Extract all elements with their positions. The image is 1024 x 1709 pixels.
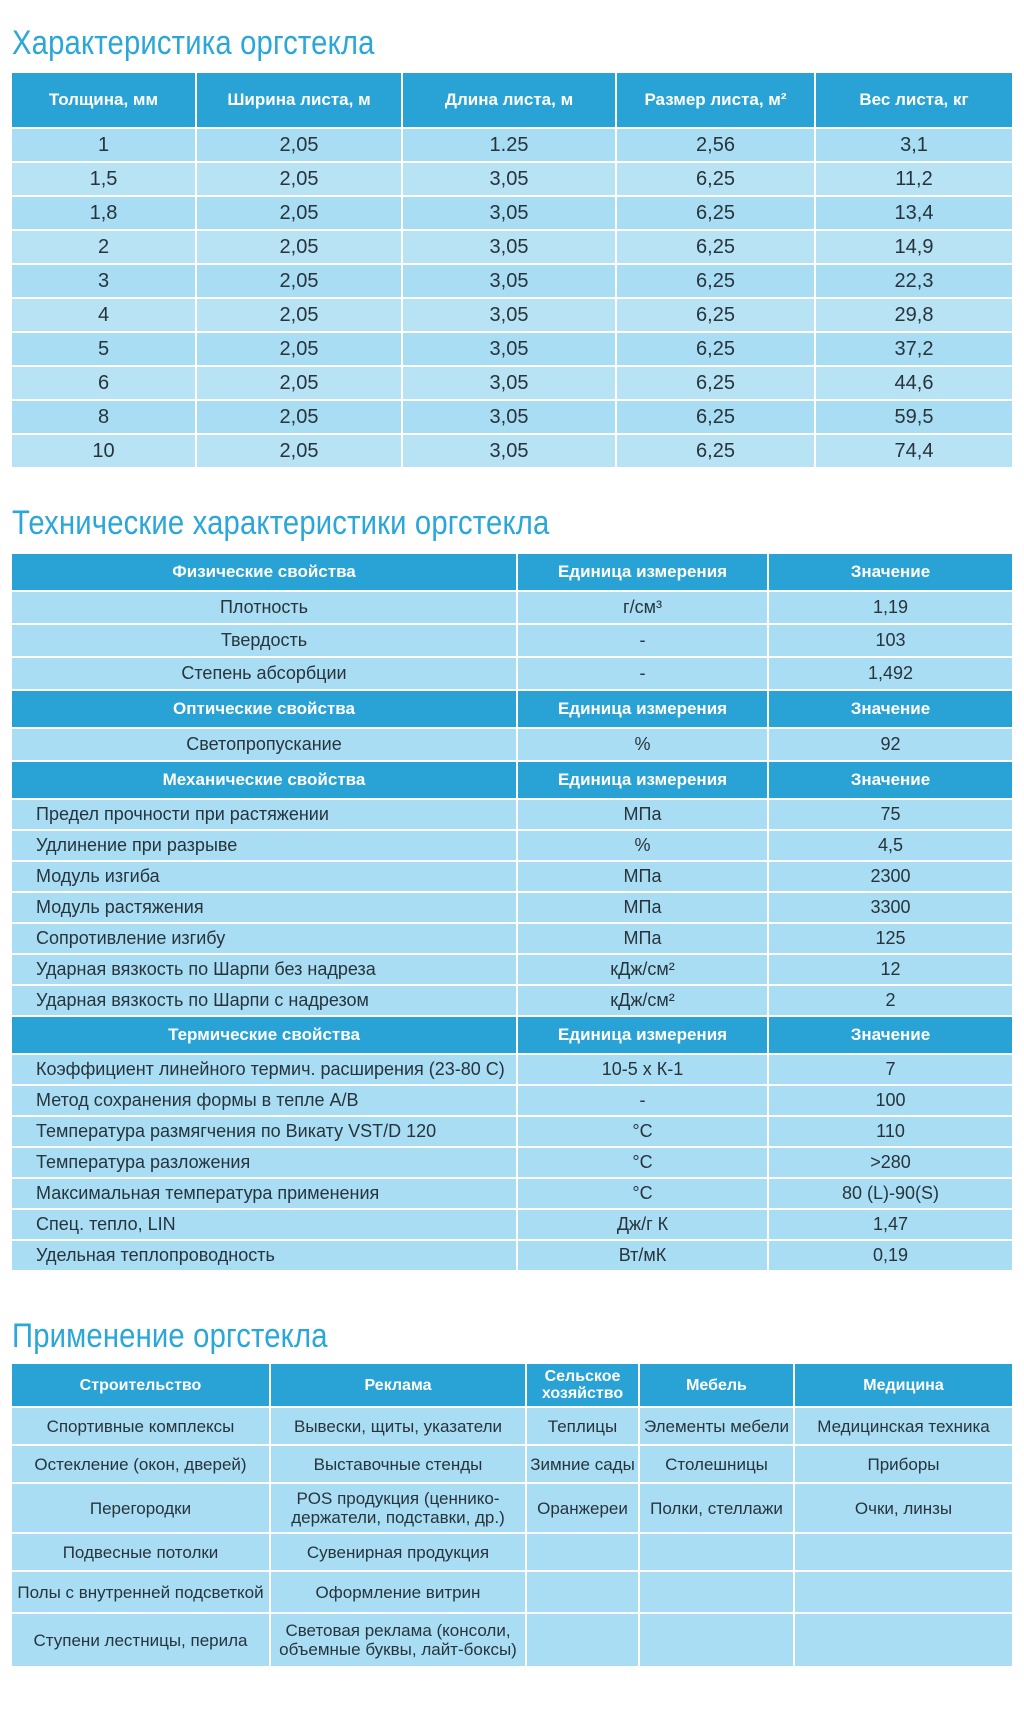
table-cell: 13,4	[815, 196, 1013, 230]
unit-cell: МПа	[517, 861, 768, 892]
table-cell: Световая реклама (консоли, объемные буквы, лайт-боксы)	[270, 1613, 526, 1667]
table-row	[11, 799, 1013, 830]
table-cell: 2,05	[196, 162, 402, 196]
property-name: Ударная вязкость по Шарпи с надрезом	[11, 985, 517, 1016]
table-row	[11, 830, 1013, 861]
column-header: Мебель	[639, 1363, 794, 1407]
value-cell: 2300	[768, 861, 1013, 892]
table-cell: Выставочные стенды	[270, 1445, 526, 1483]
table-cell: 1,8	[11, 196, 196, 230]
section2-title: Технические характеристики оргстекла	[12, 504, 550, 542]
table-row	[11, 128, 1013, 162]
table-cell: 1.25	[402, 128, 616, 162]
table-cell: 22,3	[815, 264, 1013, 298]
table-cell: 2,05	[196, 332, 402, 366]
table-header-row	[11, 1363, 1013, 1407]
property-name: Предел прочности при растяжении	[11, 799, 517, 830]
property-name: Удлинение при разрыве	[11, 830, 517, 861]
column-header: Длина листа, м	[402, 72, 616, 128]
column-header: Размер листа, м²	[616, 72, 815, 128]
unit-cell: Дж/г К	[517, 1209, 768, 1240]
empty-cell	[526, 1613, 639, 1667]
table-cell: Оформление витрин	[270, 1571, 526, 1613]
value-cell: 80 (L)-90(S)	[768, 1178, 1013, 1209]
table-cell: 6,25	[616, 196, 815, 230]
property-name: Сопротивление изгибу	[11, 923, 517, 954]
table-cell: POS продукция (ценнико-держатели, подставки, др.)	[270, 1483, 526, 1533]
table-cell: Элементы мебели	[639, 1407, 794, 1445]
unit-cell: %	[517, 728, 768, 761]
table-cell: Очки, линзы	[794, 1483, 1013, 1533]
value-cell: 75	[768, 799, 1013, 830]
column-header: Медицина	[794, 1363, 1013, 1407]
table-cell: 3,05	[402, 298, 616, 332]
unit-cell: °С	[517, 1116, 768, 1147]
table-row	[11, 162, 1013, 196]
table-cell: 6,25	[616, 400, 815, 434]
table-cell: Перегородки	[11, 1483, 270, 1533]
unit-cell: -	[517, 1085, 768, 1116]
table-row	[11, 657, 1013, 690]
property-name: Температура размягчения по Викату VST/D 120	[11, 1116, 517, 1147]
property-name: Коэффициент линейного термич. расширения (23-80 С)	[11, 1054, 517, 1085]
property-name: Степень абсорбции	[11, 657, 517, 690]
property-name: Твердость	[11, 624, 517, 657]
property-name: Метод сохранения формы в тепле А/В	[11, 1085, 517, 1116]
table-row	[11, 1407, 1013, 1445]
table-cell: Ступени лестницы, перила	[11, 1613, 270, 1667]
table-cell: 2	[11, 230, 196, 264]
table-row	[11, 1085, 1013, 1116]
empty-cell	[794, 1571, 1013, 1613]
table-cell: 6,25	[616, 230, 815, 264]
empty-cell	[639, 1533, 794, 1571]
table-cell: 74,4	[815, 434, 1013, 468]
table-cell: 2,05	[196, 434, 402, 468]
table-cell: 2,05	[196, 196, 402, 230]
table-cell: 2,05	[196, 264, 402, 298]
property-name: Ударная вязкость по Шарпи без надреза	[11, 954, 517, 985]
column-header: Вес листа, кг	[815, 72, 1013, 128]
table-cell: Вывески, щиты, указатели	[270, 1407, 526, 1445]
table-cell: 3	[11, 264, 196, 298]
table-row	[11, 1533, 1013, 1571]
value-cell: 92	[768, 728, 1013, 761]
table-cell: 2,05	[196, 366, 402, 400]
value-cell: 110	[768, 1116, 1013, 1147]
value-cell: 1,492	[768, 657, 1013, 690]
table-cell: Полы с внутренней подсветкой	[11, 1571, 270, 1613]
unit-cell: °С	[517, 1178, 768, 1209]
property-name: Светопропускание	[11, 728, 517, 761]
value-cell: 4,5	[768, 830, 1013, 861]
table-cell: 6,25	[616, 298, 815, 332]
table-cell: 2,05	[196, 298, 402, 332]
table-cell: Оранжереи	[526, 1483, 639, 1533]
table-row	[11, 400, 1013, 434]
table-cell: 1	[11, 128, 196, 162]
value-cell: 2	[768, 985, 1013, 1016]
table-row	[11, 923, 1013, 954]
table-cell: Подвесные потолки	[11, 1533, 270, 1571]
table-cell: 3,05	[402, 264, 616, 298]
table-cell: 3,05	[402, 196, 616, 230]
empty-cell	[794, 1533, 1013, 1571]
technical-specs-table	[10, 552, 1014, 1272]
applications-table	[10, 1362, 1014, 1668]
table-row	[11, 892, 1013, 923]
group-header-cell: Термические свойства	[11, 1016, 517, 1054]
value-cell: 0,19	[768, 1240, 1013, 1271]
table-row	[11, 624, 1013, 657]
table-cell: 3,1	[815, 128, 1013, 162]
table-row	[11, 1240, 1013, 1271]
unit-cell: МПа	[517, 799, 768, 830]
table-cell: 6,25	[616, 332, 815, 366]
column-header: Реклама	[270, 1363, 526, 1407]
table-cell: 14,9	[815, 230, 1013, 264]
sheet-specs-table	[10, 71, 1014, 469]
value-cell: 100	[768, 1085, 1013, 1116]
unit-cell: Вт/мК	[517, 1240, 768, 1271]
empty-cell	[526, 1571, 639, 1613]
table-row	[11, 366, 1013, 400]
group-header-cell: Единица измерения	[517, 690, 768, 728]
unit-cell: г/см³	[517, 591, 768, 624]
value-cell: 3300	[768, 892, 1013, 923]
group-header-row	[11, 553, 1013, 591]
column-header: Толщина, мм	[11, 72, 196, 128]
value-cell: >280	[768, 1147, 1013, 1178]
table-header-row	[11, 72, 1013, 128]
table-cell: 3,05	[402, 366, 616, 400]
table-cell: 2,05	[196, 128, 402, 162]
value-cell: 125	[768, 923, 1013, 954]
table-row	[11, 264, 1013, 298]
group-header-cell: Механические свойства	[11, 761, 517, 799]
empty-cell	[639, 1571, 794, 1613]
table-cell: 5	[11, 332, 196, 366]
table-row	[11, 434, 1013, 468]
section3-title: Применение оргстекла	[12, 1317, 328, 1355]
table-cell: 4	[11, 298, 196, 332]
group-header-row	[11, 690, 1013, 728]
table-cell: Медицинская техника	[794, 1407, 1013, 1445]
property-name: Удельная теплопроводность	[11, 1240, 517, 1271]
value-cell: 103	[768, 624, 1013, 657]
table-cell: 3,05	[402, 332, 616, 366]
value-cell: 12	[768, 954, 1013, 985]
unit-cell: %	[517, 830, 768, 861]
table-row	[11, 861, 1013, 892]
table-cell: 6,25	[616, 434, 815, 468]
group-header-cell: Значение	[768, 553, 1013, 591]
unit-cell: 10-5 х К-1	[517, 1054, 768, 1085]
table-cell: Столешницы	[639, 1445, 794, 1483]
table-cell: 10	[11, 434, 196, 468]
table-row	[11, 1613, 1013, 1667]
table-row	[11, 196, 1013, 230]
value-cell: 7	[768, 1054, 1013, 1085]
table-cell: 11,2	[815, 162, 1013, 196]
table-cell: 3,05	[402, 400, 616, 434]
table-cell: 6,25	[616, 264, 815, 298]
table-cell: 59,5	[815, 400, 1013, 434]
table-cell: Полки, стеллажи	[639, 1483, 794, 1533]
table-cell: 8	[11, 400, 196, 434]
table-cell: 3,05	[402, 434, 616, 468]
unit-cell: МПа	[517, 923, 768, 954]
column-header: Ширина листа, м	[196, 72, 402, 128]
property-name: Температура разложения	[11, 1147, 517, 1178]
column-header: Сельское хозяйство	[526, 1363, 639, 1407]
table-row	[11, 1054, 1013, 1085]
unit-cell: МПа	[517, 892, 768, 923]
table-cell: 37,2	[815, 332, 1013, 366]
section1-title: Характеристика оргстекла	[12, 24, 375, 62]
table-cell: Спортивные комплексы	[11, 1407, 270, 1445]
table-row	[11, 1445, 1013, 1483]
table-cell: Зимние сады	[526, 1445, 639, 1483]
group-header-cell: Оптические свойства	[11, 690, 517, 728]
column-header: Строительство	[11, 1363, 270, 1407]
table-cell: Приборы	[794, 1445, 1013, 1483]
group-header-cell: Единица измерения	[517, 761, 768, 799]
table-row	[11, 332, 1013, 366]
property-name: Модуль изгиба	[11, 861, 517, 892]
unit-cell: -	[517, 624, 768, 657]
value-cell: 1,19	[768, 591, 1013, 624]
property-name: Плотность	[11, 591, 517, 624]
table-cell: 2,05	[196, 400, 402, 434]
table-row	[11, 728, 1013, 761]
table-row	[11, 1178, 1013, 1209]
group-header-cell: Значение	[768, 761, 1013, 799]
group-header-row	[11, 761, 1013, 799]
unit-cell: кДж/см²	[517, 954, 768, 985]
empty-cell	[639, 1613, 794, 1667]
table-row	[11, 591, 1013, 624]
table-row	[11, 230, 1013, 264]
empty-cell	[526, 1533, 639, 1571]
table-cell: Остекление (окон, дверей)	[11, 1445, 270, 1483]
table-cell: 6,25	[616, 366, 815, 400]
table-cell: 2,56	[616, 128, 815, 162]
table-cell: 6	[11, 366, 196, 400]
table-cell: 1,5	[11, 162, 196, 196]
group-header-cell: Физические свойства	[11, 553, 517, 591]
group-header-cell: Значение	[768, 1016, 1013, 1054]
table-cell: Теплицы	[526, 1407, 639, 1445]
table-cell: 3,05	[402, 162, 616, 196]
unit-cell: °С	[517, 1147, 768, 1178]
value-cell: 1,47	[768, 1209, 1013, 1240]
group-header-row	[11, 1016, 1013, 1054]
unit-cell: кДж/см²	[517, 985, 768, 1016]
table-cell: 3,05	[402, 230, 616, 264]
group-header-cell: Значение	[768, 690, 1013, 728]
group-header-cell: Единица измерения	[517, 553, 768, 591]
property-name: Модуль растяжения	[11, 892, 517, 923]
property-name: Спец. тепло, LIN	[11, 1209, 517, 1240]
table-cell: 2,05	[196, 230, 402, 264]
table-row	[11, 985, 1013, 1016]
table-row	[11, 1483, 1013, 1533]
table-cell: Сувенирная продукция	[270, 1533, 526, 1571]
table-cell: 29,8	[815, 298, 1013, 332]
empty-cell	[794, 1613, 1013, 1667]
table-row	[11, 1116, 1013, 1147]
table-cell: 6,25	[616, 162, 815, 196]
property-name: Максимальная температура применения	[11, 1178, 517, 1209]
group-header-cell: Единица измерения	[517, 1016, 768, 1054]
unit-cell: -	[517, 657, 768, 690]
table-row	[11, 954, 1013, 985]
table-row	[11, 1571, 1013, 1613]
table-row	[11, 1147, 1013, 1178]
table-row	[11, 1209, 1013, 1240]
table-cell: 44,6	[815, 366, 1013, 400]
table-row	[11, 298, 1013, 332]
